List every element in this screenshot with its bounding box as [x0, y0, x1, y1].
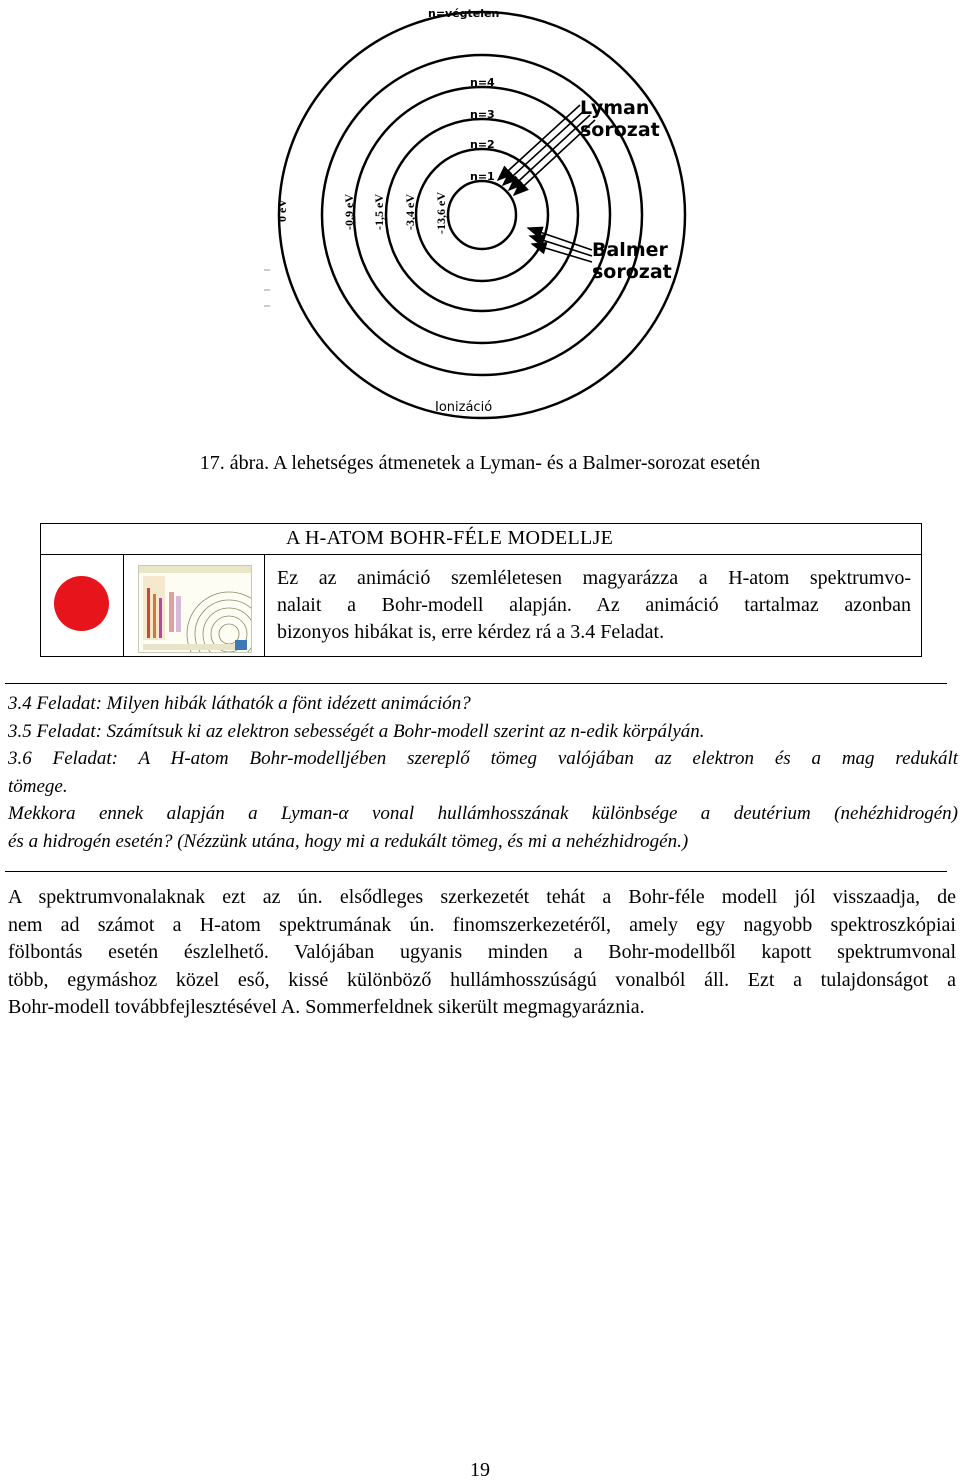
animation-box	[40, 523, 922, 657]
box-line-1: Ez az animáció szemléletesen magyarázza a H-atom spektrumvo-	[277, 567, 911, 589]
figure-caption: 17. ábra. A lehetséges átmenetek a Lyman- és a Balmer-sorozat esetén	[199, 452, 761, 474]
thumbnail-image	[139, 566, 251, 652]
task-3-6-line-3: Mekkora ennek alapján a Lyman-α vonal hullámhosszának különbsége a deutérium (nehézhidrogén)	[8, 803, 958, 824]
paragraph-line-3: fölbontás esetén észlelhető. Valójában ugyanis minden a Bohr-modellből kapott spektrumvonal	[8, 941, 956, 963]
label-n4: n=4	[470, 76, 495, 89]
box-content-row	[41, 554, 921, 656]
energy-n1: -13,6 eV	[434, 192, 448, 234]
body-paragraph	[8, 884, 956, 1022]
bohr-orbit-figure	[230, 0, 730, 420]
task-3-5: 3.5 Feladat: Számítsuk ki az elektron sebességét a Bohr-modell szerint az n-edik körpályán.	[8, 720, 705, 742]
energy-n3: -1,5 eV	[372, 194, 386, 230]
paragraph-line-1: A spektrumvonalaknak ezt az ún. elsődleges szerkezetét tehát a Bohr-féle modell jól visszaadja, de	[8, 886, 956, 908]
balmer-label-2: sorozat	[592, 261, 672, 283]
lyman-label-1: Lyman	[580, 97, 650, 119]
box-title: A H-ATOM BOHR-FÉLE MODELLJE	[286, 527, 614, 549]
balmer-label-1: Balmer	[592, 239, 668, 261]
paragraph-line-5: Bohr-modell továbbfejlesztésével A. Sommerfeldnek sikerült megmagyaráznia.	[8, 996, 645, 1018]
animation-thumbnail[interactable]	[138, 565, 252, 653]
thumbnail-cell	[124, 555, 265, 656]
paragraph-line-2: nem ad számot a H-atom spektrumának ún. finomszerkezetéről, amely egy nagyobb spektroszkópiai	[8, 913, 956, 936]
paragraph-line-4: több, egymáshoz közel eső, kissé különböző hullámhosszúságú vonalból áll. Ezt a tulajdonságot a	[8, 968, 956, 991]
energy-n2: -3,4 eV	[403, 194, 417, 230]
bohr-orbit-diagram	[230, 0, 730, 420]
page-number: 19	[470, 1459, 490, 1481]
task-3-4: 3.4 Feladat: Milyen hibák láthatók a fönt idézett animáción?	[8, 693, 471, 714]
task-3-6-line-1: 3.6 Feladat: A H-atom Bohr-modelljében szereplő tömeg valójában az elektron és a mag redukált	[8, 748, 958, 769]
label-n-infinity: n=végtelen	[428, 7, 500, 20]
label-n1: n=1	[470, 170, 495, 183]
orbit-infinity	[279, 12, 685, 418]
label-n2: n=2	[470, 138, 495, 151]
indicator-cell	[41, 555, 124, 656]
energy-0: 0 eV	[275, 199, 289, 222]
lyman-label-2: sorozat	[580, 119, 660, 141]
box-line-3: bizonyos hibákat is, erre kérdez rá a 3.4 Feladat.	[277, 621, 665, 643]
orbit-n3	[354, 87, 610, 343]
nucleus-ring	[448, 181, 516, 249]
red-circle-icon	[54, 576, 109, 631]
box-line-2: nalait a Bohr-modell alapján. Az animáció tartalmaz azonban	[277, 594, 911, 616]
ionization-label: Ionizáció	[435, 400, 493, 415]
task-3-6-line-2: tömege.	[8, 775, 68, 797]
box-description	[277, 565, 911, 646]
task-list	[8, 690, 958, 855]
tasks-top-rule	[5, 683, 947, 684]
tasks-bottom-rule	[5, 871, 947, 872]
task-3-6-line-4: és a hidrogén esetén? (Nézzünk utána, hogy mi a redukált tömeg, és mi a nehézhidrogén.)	[8, 830, 689, 852]
energy-n4: -0,9 eV	[342, 194, 356, 230]
label-n3: n=3	[470, 108, 495, 121]
